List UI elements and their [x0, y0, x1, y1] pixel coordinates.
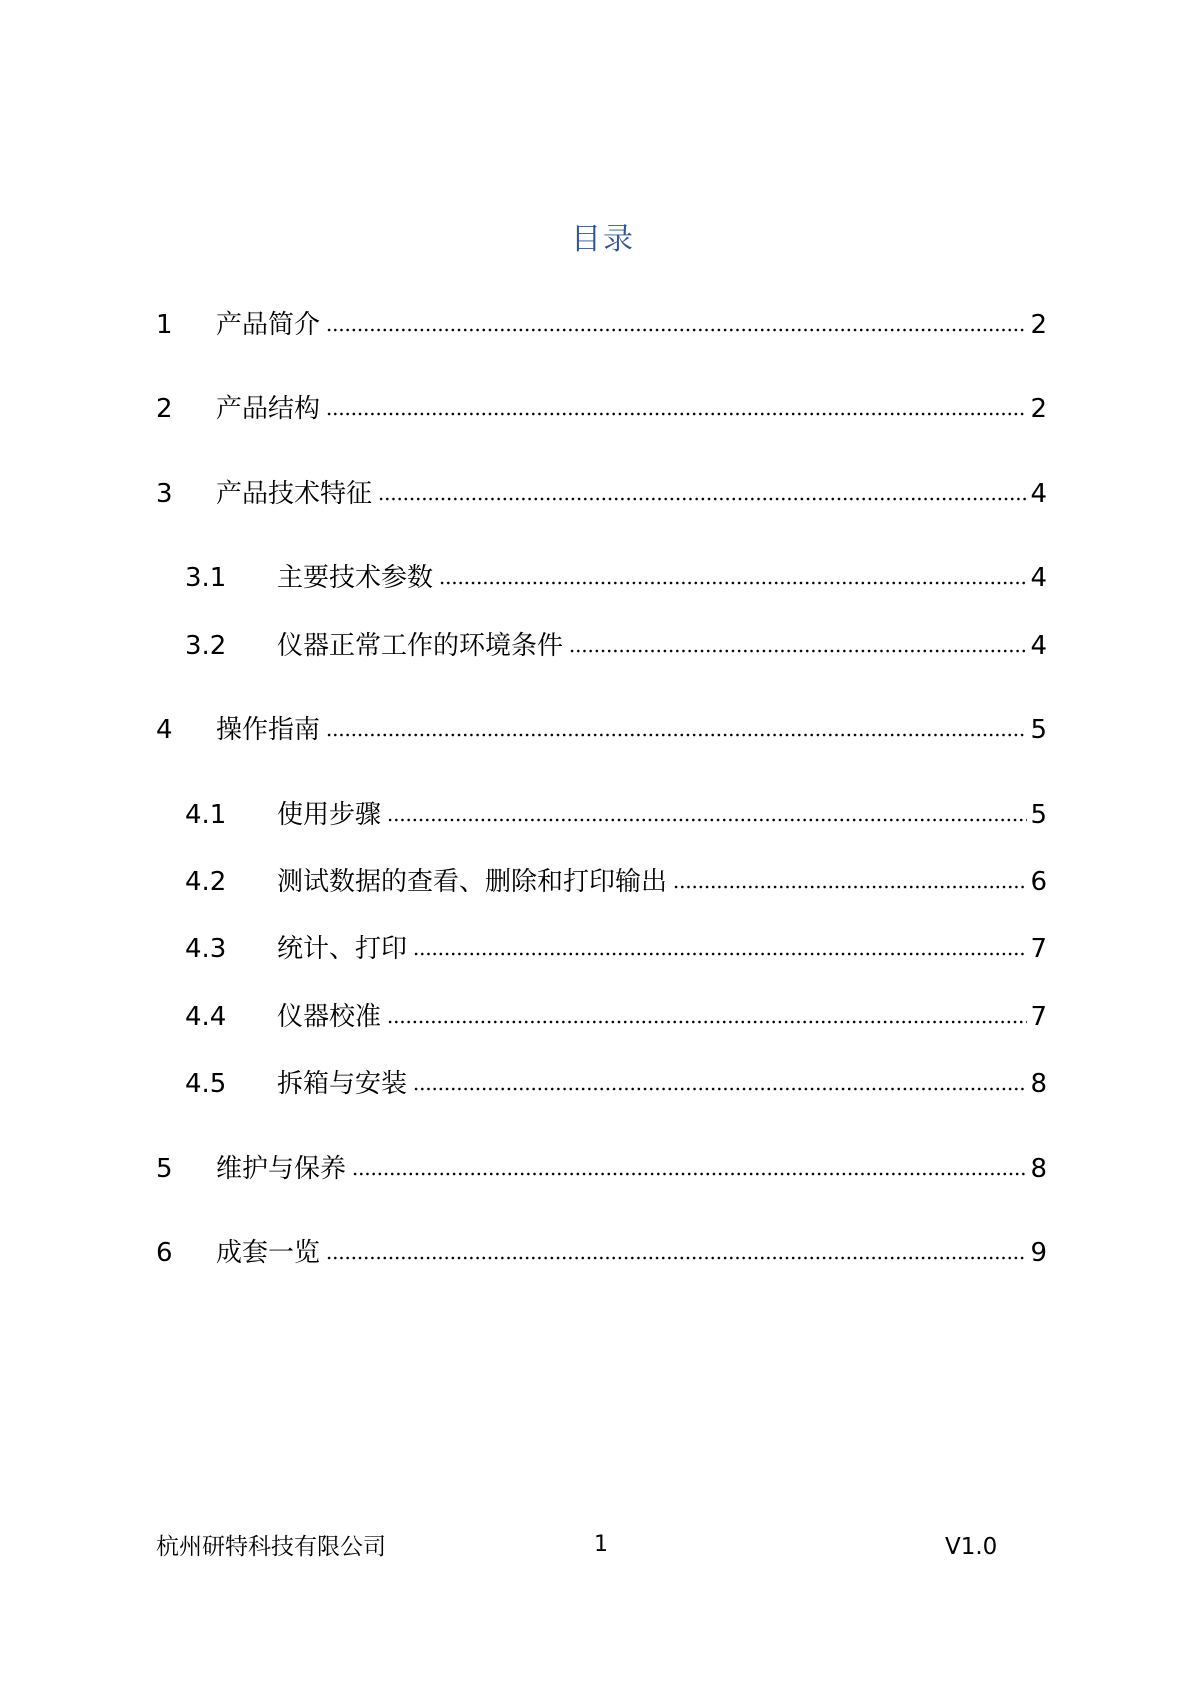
- toc-entry-label: 操作指南: [216, 715, 321, 745]
- toc-entry-label: 维护与保养: [216, 1154, 347, 1184]
- toc-dot-leader: [378, 495, 1027, 503]
- toc-entry-page: 4: [1030, 631, 1047, 661]
- toc-entry-number: 4.5: [185, 1069, 227, 1099]
- toc-entry-2[interactable]: [156, 389, 1047, 429]
- toc-dot-leader: [413, 1085, 1027, 1093]
- toc-entry-label: 仪器校准: [277, 1002, 382, 1032]
- toc-entry-6[interactable]: [156, 1233, 1047, 1273]
- toc-entry-page: 6: [1030, 867, 1047, 897]
- toc-entry-number: 1: [156, 310, 173, 340]
- toc-entry-page: 8: [1030, 1154, 1047, 1184]
- toc-entry-label: 统计、打印: [277, 934, 408, 964]
- toc-entry-3-2[interactable]: [185, 626, 1047, 666]
- footer-version: V1.0: [945, 1534, 998, 1560]
- toc-entry-label: 拆箱与安装: [277, 1069, 408, 1099]
- toc-entry-page: 5: [1030, 715, 1047, 745]
- toc-entry-label: 使用步骤: [277, 800, 382, 830]
- toc-entry-label: 产品简介: [216, 310, 321, 340]
- toc-entry-1[interactable]: [156, 305, 1047, 345]
- footer-page-number: 1: [594, 1532, 608, 1557]
- toc-entry-number: 2: [156, 394, 173, 424]
- toc-entry-label: 成套一览: [216, 1238, 321, 1268]
- toc-entry-4-3[interactable]: [185, 929, 1047, 969]
- toc-entry-label: 产品技术特征: [216, 479, 373, 509]
- toc-entry-page: 4: [1030, 479, 1047, 509]
- toc-dot-leader: [673, 883, 1027, 891]
- toc-dot-leader: [413, 950, 1027, 958]
- toc-entry-label: 主要技术参数: [277, 563, 434, 593]
- toc-dot-leader: [326, 326, 1027, 334]
- toc-entry-page: 7: [1030, 1002, 1047, 1032]
- toc-entry-label: 仪器正常工作的环境条件: [277, 631, 564, 661]
- toc-dot-leader: [569, 647, 1027, 655]
- footer-company-name: 杭州研特科技有限公司: [156, 1534, 386, 1560]
- toc-entry-5[interactable]: [156, 1149, 1047, 1189]
- toc-entry-number: 3.1: [185, 563, 227, 593]
- toc-dot-leader: [326, 1254, 1027, 1262]
- toc-entry-4-1[interactable]: [185, 795, 1047, 835]
- toc-entry-page: 2: [1030, 310, 1047, 340]
- toc-entry-number: 3.2: [185, 631, 227, 661]
- toc-entry-page: 4: [1030, 563, 1047, 593]
- toc-entry-page: 5: [1030, 800, 1047, 830]
- toc-entry-number: 4.3: [185, 934, 227, 964]
- toc-entry-4-2[interactable]: [185, 862, 1047, 902]
- toc-dot-leader: [352, 1170, 1027, 1178]
- toc-entry-4-5[interactable]: [185, 1064, 1047, 1104]
- toc-entry-4[interactable]: [156, 710, 1047, 750]
- toc-entry-number: 4: [156, 715, 173, 745]
- toc-entry-4-4[interactable]: [185, 997, 1047, 1037]
- toc-entry-3[interactable]: [156, 474, 1047, 514]
- toc-entry-number: 6: [156, 1238, 173, 1268]
- toc-dot-leader: [326, 410, 1027, 418]
- toc-entry-number: 4.1: [185, 800, 227, 830]
- toc-title: 目录: [571, 222, 635, 257]
- toc-entry-3-1[interactable]: [185, 558, 1047, 598]
- toc-dot-leader: [439, 579, 1027, 587]
- toc-entry-page: 8: [1030, 1069, 1047, 1099]
- toc-entry-page: 9: [1030, 1238, 1047, 1268]
- toc-entry-label: 测试数据的查看、删除和打印输出: [277, 867, 668, 897]
- toc-entry-number: 5: [156, 1154, 173, 1184]
- toc-entry-number: 3: [156, 479, 173, 509]
- toc-entry-number: 4.4: [185, 1002, 227, 1032]
- toc-entry-page: 7: [1030, 934, 1047, 964]
- toc-dot-leader: [326, 731, 1027, 739]
- toc-entry-label: 产品结构: [216, 394, 321, 424]
- toc-dot-leader: [387, 816, 1027, 824]
- toc-dot-leader: [387, 1018, 1027, 1026]
- toc-entry-page: 2: [1030, 394, 1047, 424]
- toc-entry-number: 4.2: [185, 867, 227, 897]
